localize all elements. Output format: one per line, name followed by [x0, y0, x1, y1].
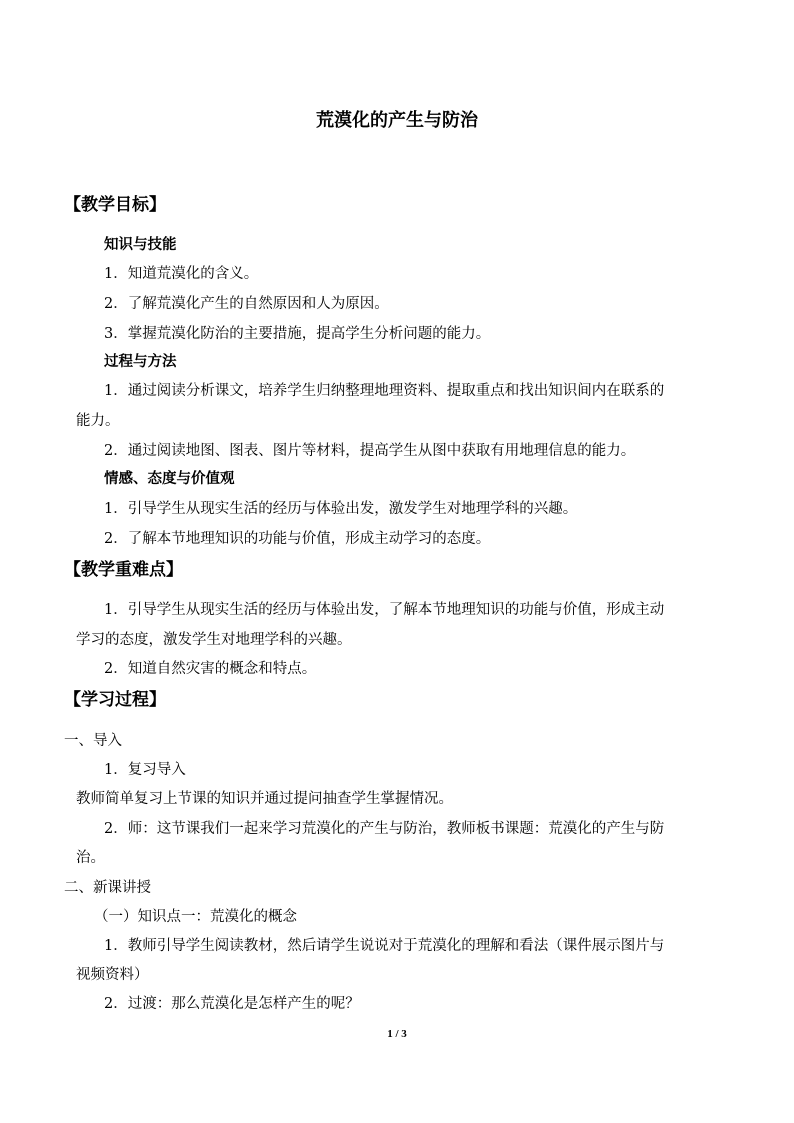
section-heading-objectives: 【教学目标】 [64, 195, 166, 215]
knowledge-item-1: 1．知道荒漠化的含义。 [104, 266, 259, 282]
subheading-emotion: 情感、态度与价值观 [104, 471, 235, 487]
emotion-item-1: 1．引导学生从现实生活的经历与体验出发，激发学生对地理学科的兴趣。 [104, 501, 578, 517]
knowledge-item-2: 2．了解荒漠化产生的自然原因和人为原因。 [104, 296, 389, 312]
intro-item-1-text: 教师简单复习上节课的知识并通过提问抽查学生掌握情况。 [76, 791, 453, 807]
intro-item-2-line-1: 2．师：这节课我们一起来学习荒漠化的产生与防治，教师板书课题：荒漠化的产生与防 [104, 821, 665, 837]
emotion-item-2: 2．了解本节地理知识的功能与价值，形成主动学习的态度。 [104, 531, 491, 547]
subheading-process-method: 过程与方法 [104, 354, 177, 370]
key-point-1-line-2: 学习的态度，激发学生对地理学科的兴趣。 [76, 632, 352, 648]
intro-heading: 一、导入 [64, 733, 122, 749]
key-point-1-line-1: 1．引导学生从现实生活的经历与体验出发，了解本节地理知识的功能与价值，形成主动 [104, 602, 665, 618]
process-item-2: 2．通过阅读地图、图表、图片等材料，提高学生从图中获取有用地理信息的能力。 [104, 443, 636, 459]
page-number: 1 / 3 [387, 1028, 407, 1040]
new-lesson-item-1-line-1: 1．教师引导学生阅读教材，然后请学生说说对于荒漠化的理解和看法（课件展示图片与 [104, 938, 665, 954]
section-heading-learning-process: 【学习过程】 [64, 690, 166, 710]
process-item-1-line-2: 能力。 [76, 413, 120, 429]
section-heading-key-points: 【教学重难点】 [64, 560, 183, 580]
knowledge-point-1: （一）知识点一：荒漠化的概念 [94, 909, 297, 925]
new-lesson-item-1-line-2: 视频资料） [76, 967, 149, 983]
document-title: 荒漠化的产生与防治 [316, 110, 478, 131]
new-lesson-item-2: 2．过渡：那么荒漠化是怎样产生的呢？ [104, 996, 360, 1012]
key-point-2: 2．知道自然灾害的概念和特点。 [104, 661, 317, 677]
process-item-1-line-1: 1．通过阅读分析课文，培养学生归纳整理地理资料、提取重点和找出知识间内在联系的 [104, 383, 665, 399]
subheading-knowledge: 知识与技能 [104, 237, 177, 253]
knowledge-item-3: 3．掌握荒漠化防治的主要措施，提高学生分析问题的能力。 [104, 326, 491, 342]
intro-item-1: 1．复习导入 [104, 762, 186, 778]
intro-item-2-line-2: 治。 [76, 850, 105, 866]
new-lesson-heading: 二、新课讲授 [64, 880, 151, 896]
